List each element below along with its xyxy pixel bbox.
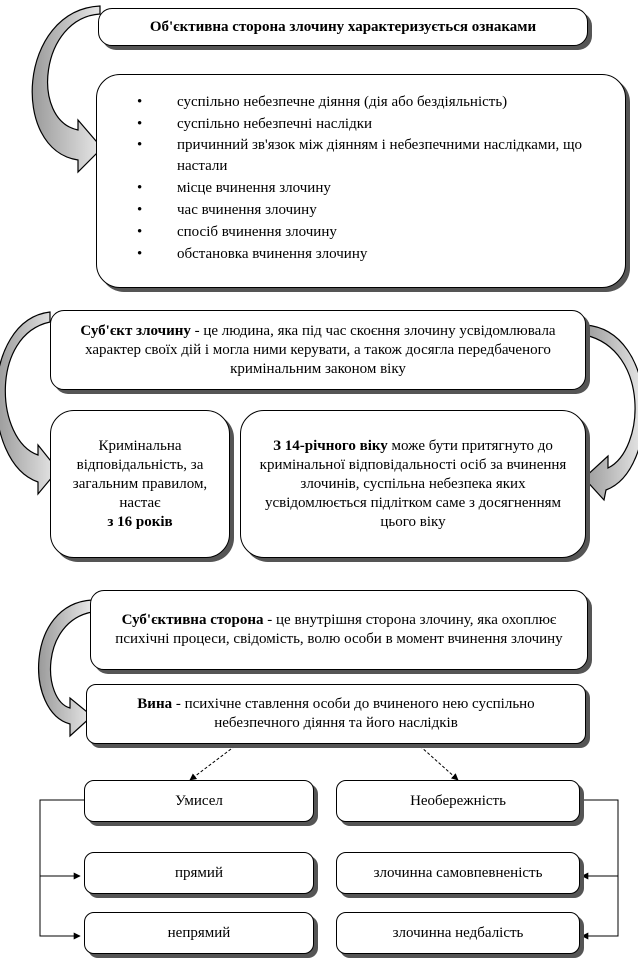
objective-features-box	[96, 74, 626, 288]
subject-term: Суб'єкт злочину	[80, 322, 191, 339]
curved-arrow-objective	[32, 6, 102, 172]
arrow-to-negligence	[420, 746, 458, 780]
curved-arrow-subjective	[39, 600, 92, 736]
criminal-self-confidence-box	[336, 852, 580, 894]
early-age-text: може бути притягнуто до кримінальної відповідальності осіб за вчинення злочинів, суспільна небезпека яких усвідомлюється підлітком саме з досягненням цього віку	[259, 437, 567, 530]
bracket-negligence-kinds	[580, 800, 618, 936]
indirect-intent-label: непрямий	[167, 924, 231, 941]
subject-definition	[65, 322, 571, 379]
criminal-negligence-label: злочинна недбалість	[392, 924, 524, 941]
intent-label: Умисел	[175, 792, 223, 809]
list-item: • суспільно небезпечні наслідки	[137, 113, 607, 135]
arrow-to-intent	[190, 746, 235, 780]
objective-title-box	[98, 8, 588, 46]
general-rule-box	[50, 410, 230, 558]
general-rule-age: з 16 років	[107, 513, 173, 530]
criminal-self-confidence-label: злочинна самовпевненість	[373, 864, 543, 881]
list-item: • час вчинення злочину	[137, 199, 607, 221]
guilt-term: Вина	[137, 696, 173, 712]
negligence-label: Необережність	[410, 792, 506, 809]
general-rule-text: Кримінальна відповідальність, за загальним правилом, настає	[72, 437, 208, 511]
subjective-definition-box	[90, 590, 588, 670]
negligence-box	[336, 780, 580, 822]
list-item: • суспільно небезпечне діяння (дія або бездіяльність)	[137, 91, 607, 113]
indirect-intent-box	[84, 912, 314, 954]
objective-title: Об'єктивна сторона злочину характеризується ознаками	[149, 18, 537, 35]
direct-intent-box	[84, 852, 314, 894]
list-item: • обстановка вчинення злочину	[137, 243, 607, 265]
early-age-box	[240, 410, 586, 558]
subjective-definition-text: - це внутрішня сторона злочину, яка охоплює психічні процеси, свідомість, волю особи в момент вчинення злочину	[115, 612, 563, 647]
criminal-negligence-box	[336, 912, 580, 954]
list-item: • місце вчинення злочину	[137, 177, 607, 199]
bracket-intent-kinds	[40, 800, 84, 936]
features-list	[137, 91, 607, 265]
subject-definition-box	[50, 310, 586, 390]
list-item: • спосіб вчинення злочину	[137, 221, 607, 243]
curved-arrow-subject-right	[584, 325, 638, 500]
intent-box	[84, 780, 314, 822]
subjective-term: Суб'єктивна сторона	[121, 612, 264, 628]
subject-definition-text: - це людина, яка під час скоєння злочину усвідомлювала характер своїх дій і могла ними керувати, а також досягла передбаченого кримінальним законом віку	[85, 322, 556, 377]
list-item: • причинний зв'язок між діянням і небезпечними наслідками, що настали	[137, 135, 607, 177]
direct-intent-label: прямий	[175, 864, 223, 881]
guilt-definition-text: - психічне ставлення особи до вчиненого нею суспільно небезпечного діяння та його наслідків	[172, 696, 535, 731]
early-age-term: З 14-річного віку	[273, 437, 388, 454]
guilt-definition-box	[86, 684, 586, 744]
